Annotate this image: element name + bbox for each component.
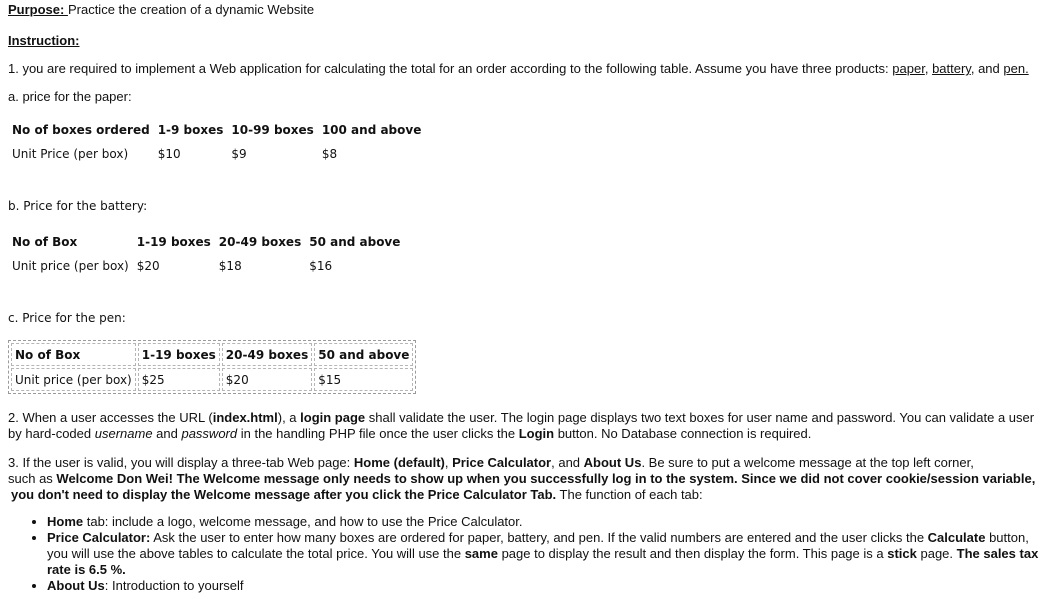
- home-term: Home (default): [353, 455, 445, 470]
- sales-tax-note: The sales tax rate is 6.5 %.: [47, 546, 1039, 577]
- text: tab:: [83, 514, 113, 529]
- product-pen: pen.: [1003, 61, 1029, 76]
- product-paper: paper: [892, 61, 925, 76]
- text: Introduction to yourself: [112, 578, 244, 593]
- item3-line3: [8, 487, 1038, 503]
- url-index: index.html: [212, 410, 278, 425]
- header-cell: No of boxes ordered: [12, 123, 150, 137]
- purpose-line: [8, 2, 314, 17]
- text: such as: [8, 471, 57, 486]
- header-cell: No of Box: [11, 343, 136, 366]
- row-label: Unit Price (per box): [12, 147, 129, 161]
- item3-line2: [8, 471, 1038, 487]
- text: 3. If the user is valid, you will display a three-tab Web page:: [8, 455, 354, 470]
- row-label: Unit price (per box): [12, 259, 129, 273]
- login-page-term: login page: [300, 410, 366, 425]
- purpose-label: Purpose:: [8, 2, 68, 17]
- purpose-text: Practice the creation of a dynamic Website: [67, 2, 315, 17]
- list-item-about-us: [47, 578, 1052, 594]
- text: button. No Database connection is required.: [554, 426, 812, 441]
- text: The function of each tab:: [556, 487, 703, 502]
- tab-name: Home: [47, 514, 84, 529]
- pen-price-table: [8, 340, 416, 394]
- battery-price-table: [8, 230, 404, 278]
- header-cell: 10-99 boxes: [231, 123, 314, 137]
- welcome-note-2: you don't need to display the Welcome message after you click the Price Calculator Tab.: [11, 487, 557, 502]
- text: and: [152, 426, 182, 441]
- table-row: [11, 368, 413, 391]
- text: in the handling PHP file once the user clicks the: [237, 426, 519, 441]
- text: :: [104, 578, 113, 593]
- battery-title: b. Price for the battery:: [8, 199, 148, 213]
- instruction-heading: Instruction:: [8, 33, 80, 48]
- price-cell: $25: [138, 368, 220, 391]
- username-term: username: [94, 426, 153, 441]
- product-battery: battery: [932, 61, 971, 76]
- text: include a logo, welcome message, and how to use the Price Calculator.: [112, 514, 523, 529]
- price-cell: $16: [309, 259, 333, 273]
- text: ,: [444, 455, 453, 470]
- header-cell: 50 and above: [309, 235, 401, 249]
- table-header-row: [8, 230, 404, 254]
- text: button, you will use the above tables to calculate the total price. You will use the: [47, 530, 1029, 561]
- item1-body: 1. you are required to implement a Web application for calculating the total for an order according to the following table. Assume you have three products:: [8, 61, 893, 76]
- header-cell: 50 and above: [314, 343, 413, 366]
- text: page.: [916, 546, 957, 561]
- header-cell: 20-49 boxes: [218, 235, 302, 249]
- price-cell: $20: [136, 259, 160, 273]
- header-cell: 100 and above: [321, 123, 422, 137]
- calc-term: Price Calculator: [452, 455, 552, 470]
- table-header-row: [11, 343, 413, 366]
- paper-price-table: [8, 118, 425, 166]
- price-cell: $15: [314, 368, 413, 391]
- header-cell: 1-9 boxes: [157, 123, 224, 137]
- header-cell: 1-19 boxes: [138, 343, 220, 366]
- item3-paragraph: [8, 455, 1038, 503]
- same-term: same: [464, 546, 498, 561]
- price-cell: $20: [222, 368, 312, 391]
- sep: , and: [970, 61, 1004, 76]
- table-row: [8, 254, 404, 278]
- list-item-price-calculator: [47, 530, 1052, 578]
- price-cell: $18: [218, 259, 242, 273]
- tab-name: About Us: [47, 578, 105, 593]
- price-cell: $10: [157, 147, 181, 161]
- item2-paragraph: [8, 410, 1048, 442]
- calculate-term: Calculate: [927, 530, 986, 545]
- table-row: [8, 142, 425, 166]
- price-cell: $9: [231, 147, 247, 161]
- password-term: password: [181, 426, 238, 441]
- welcome-note: Welcome Don Wei! The Welcome message only needs to show up when you successfully log in to the system. Since we did not cover cookie/session variable,: [56, 471, 1036, 486]
- login-term: Login: [518, 426, 555, 441]
- text: Ask the user to enter how many boxes are ordered for paper, battery, and pen. If the valid numbers are entered and the user clicks the: [153, 530, 928, 545]
- about-term: About Us: [583, 455, 642, 470]
- list-item-home: [47, 514, 1052, 530]
- text: page to display the result and then display the form. This page is a: [497, 546, 888, 561]
- header-cell: 20-49 boxes: [222, 343, 312, 366]
- row-label: Unit price (per box): [11, 368, 136, 391]
- text: shall validate the user. The login page displays two text boxes for user name and password. You can validate a user by hard-coded: [8, 410, 1035, 441]
- tab-name: Price Calculator:: [47, 530, 151, 545]
- text: 2. When a user accesses the URL (: [8, 410, 213, 425]
- paper-title: a. price for the paper:: [8, 89, 132, 104]
- pen-title: c. Price for the pen:: [8, 311, 126, 325]
- tab-descriptions-list: [0, 514, 1052, 594]
- header-cell: No of Box: [12, 235, 78, 249]
- table-header-row: [8, 118, 425, 142]
- text: ), a: [277, 410, 301, 425]
- text: , and: [551, 455, 584, 470]
- price-cell: $8: [321, 147, 338, 161]
- item3-line1: [8, 455, 1038, 471]
- stick-term: stick: [887, 546, 917, 561]
- text: . Be sure to put a welcome message at the top left corner,: [641, 455, 974, 470]
- sep: ,: [924, 61, 933, 76]
- item1-text: [8, 61, 1029, 76]
- header-cell: 1-19 boxes: [136, 235, 211, 249]
